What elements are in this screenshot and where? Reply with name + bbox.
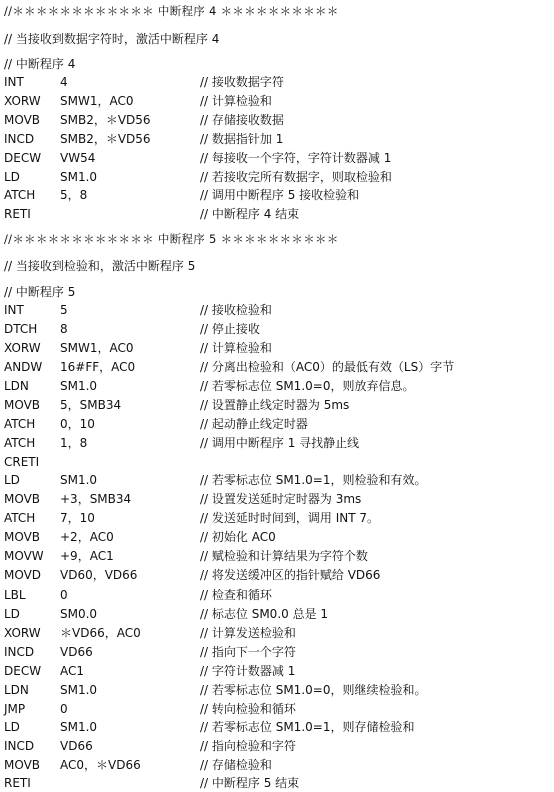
instruction-operand: 0 — [60, 588, 68, 602]
instruction-opcode: DECW — [4, 151, 42, 165]
code-line — [0, 168, 554, 186]
code-line — [0, 566, 554, 584]
section5-banner-text: //＊＊＊＊＊＊＊＊＊＊＊＊ 中断程序 5 ＊＊＊＊＊＊＊＊＊＊ — [4, 232, 339, 246]
code-line — [0, 434, 554, 452]
instruction-opcode: INCD — [4, 132, 35, 146]
instruction-operand: SM1.0 — [60, 720, 98, 734]
instruction-comment: // 转向检验和循环 — [200, 702, 296, 716]
instruction-opcode: JMP — [4, 702, 26, 716]
code-line — [0, 509, 554, 527]
instruction-operand: ＊VD66，AC0 — [60, 626, 141, 640]
instruction-opcode: INT — [4, 303, 24, 317]
instruction-comment: // 赋检验和计算结果为字符个数 — [200, 549, 368, 563]
instruction-opcode: RETI — [4, 776, 31, 790]
instruction-operand: 4 — [60, 75, 68, 89]
instruction-comment: // 若接收完所有数据字，则取检验和 — [200, 170, 392, 184]
code-line — [0, 377, 554, 395]
section5-banner — [0, 230, 554, 248]
instruction-opcode: MOVB — [4, 530, 41, 544]
code-line — [0, 528, 554, 546]
instruction-opcode: ANDW — [4, 360, 43, 374]
code-line — [0, 586, 554, 604]
instruction-comment: // 计算发送检验和 — [200, 626, 296, 640]
instruction-opcode: LD — [4, 720, 20, 734]
instruction-opcode: MOVB — [4, 492, 41, 506]
instruction-comment: // 起动静止线定时器 — [200, 417, 308, 431]
code-line — [0, 471, 554, 489]
instruction-comment: // 分离出检验和（AC0）的最低有效（LS）字节 — [200, 360, 455, 374]
instruction-operand: 16#FF，AC0 — [60, 360, 136, 374]
instruction-operand: VD60，VD66 — [60, 568, 138, 582]
code-line — [0, 756, 554, 774]
instruction-opcode: MOVW — [4, 549, 44, 563]
instruction-operand: +3，SMB34 — [60, 492, 132, 506]
instruction-comment: // 存储接收数据 — [200, 113, 284, 127]
code-line — [0, 186, 554, 204]
instruction-comment: // 中断程序 5 结束 — [200, 776, 300, 790]
instruction-comment: // 设置发送延时定时器为 3ms — [200, 492, 362, 506]
instruction-operand: +2，AC0 — [60, 530, 114, 544]
instruction-comment: // 将发送缓冲区的指针赋给 VD66 — [200, 568, 381, 582]
instruction-comment: // 停止接收 — [200, 322, 260, 336]
code-line — [0, 339, 554, 357]
instruction-comment: // 若零标志位 SM1.0=1，则存储检验和 — [200, 720, 415, 734]
instruction-opcode: XORW — [4, 626, 41, 640]
instruction-comment: // 调用中断程序 1 寻找静止线 — [200, 436, 360, 450]
instruction-opcode: MOVB — [4, 398, 41, 412]
code-line — [0, 320, 554, 338]
instruction-opcode: LDN — [4, 379, 29, 393]
section4-label: // 中断程序 4 — [4, 57, 76, 71]
instruction-opcode: RETI — [4, 207, 31, 221]
instruction-operand: 7，10 — [60, 511, 95, 525]
instruction-comment: // 指向检验和字符 — [200, 739, 296, 753]
instruction-opcode: CRETI — [4, 455, 40, 469]
code-line — [0, 624, 554, 642]
instruction-opcode: LD — [4, 607, 20, 621]
code-line — [0, 605, 554, 623]
instruction-operand: 0 — [60, 702, 68, 716]
instruction-comment: // 计算检验和 — [200, 94, 272, 108]
instruction-comment: // 每接收一个字符，字符计数器减 1 — [200, 151, 392, 165]
instruction-comment: // 计算检验和 — [200, 341, 272, 355]
code-line — [0, 111, 554, 129]
instruction-opcode: ATCH — [4, 511, 36, 525]
instruction-operand: SMW1，AC0 — [60, 94, 134, 108]
instruction-operand: SMB2，＊VD56 — [60, 132, 151, 146]
instruction-opcode: INCD — [4, 739, 35, 753]
instruction-operand: +9，AC1 — [60, 549, 114, 563]
instruction-comment: // 存储检验和 — [200, 758, 272, 772]
instruction-opcode: ATCH — [4, 188, 36, 202]
instruction-operand: SM1.0 — [60, 379, 98, 393]
code-line — [0, 205, 554, 223]
instruction-comment: // 发送延时时间到，调用 INT 7。 — [200, 511, 380, 525]
instruction-opcode: LDN — [4, 683, 29, 697]
code-line — [0, 149, 554, 167]
instruction-operand: SM1.0 — [60, 170, 98, 184]
instruction-opcode: LBL — [4, 588, 26, 602]
instruction-opcode: DECW — [4, 664, 42, 678]
code-line — [0, 718, 554, 736]
instruction-comment: // 若零标志位 SM1.0=0，则继续检验和。 — [200, 683, 427, 697]
section4-intro: // 当接收到数据字符时，激活中断程序 4 — [4, 32, 220, 46]
instruction-operand: SM1.0 — [60, 683, 98, 697]
instruction-comment: // 字符计数器减 1 — [200, 664, 296, 678]
instruction-comment: // 标志位 SM0.0 总是 1 — [200, 607, 329, 621]
code-line — [0, 396, 554, 414]
instruction-comment: // 数据指针加 1 — [200, 132, 284, 146]
instruction-opcode: ATCH — [4, 417, 36, 431]
instruction-operand: SMW1，AC0 — [60, 341, 134, 355]
instruction-operand: 5，8 — [60, 188, 88, 202]
code-line — [0, 73, 554, 91]
instruction-operand: SMB2，＊VD56 — [60, 113, 151, 127]
code-line — [0, 547, 554, 565]
instruction-opcode: ATCH — [4, 436, 36, 450]
code-line — [0, 490, 554, 508]
instruction-opcode: INT — [4, 75, 24, 89]
instruction-comment: // 初始化 AC0 — [200, 530, 276, 544]
instruction-comment: // 若零标志位 SM1.0=0，则放弃信息。 — [200, 379, 415, 393]
instruction-opcode: DTCH — [4, 322, 38, 336]
instruction-comment: // 设置静止线定时器为 5ms — [200, 398, 350, 412]
code-line — [0, 358, 554, 376]
instruction-opcode: MOVB — [4, 758, 41, 772]
instruction-opcode: XORW — [4, 94, 41, 108]
instruction-operand: VD66 — [60, 739, 93, 753]
code-line — [0, 700, 554, 718]
instruction-opcode: LD — [4, 473, 20, 487]
instruction-opcode: LD — [4, 170, 20, 184]
instruction-comment: // 指向下一个字符 — [200, 645, 296, 659]
instruction-operand: AC1 — [60, 664, 85, 678]
instruction-comment: // 接收数据字符 — [200, 75, 284, 89]
instruction-comment: // 检查和循环 — [200, 588, 272, 602]
instruction-opcode: MOVD — [4, 568, 42, 582]
instruction-comment: // 中断程序 4 结束 — [200, 207, 300, 221]
section5-label: // 中断程序 5 — [4, 285, 76, 299]
instruction-comment: // 若零标志位 SM1.0=1，则检验和有效。 — [200, 473, 427, 487]
instruction-operand: AC0，＊VD66 — [60, 758, 141, 772]
instruction-operand: SM1.0 — [60, 473, 98, 487]
instruction-operand: 5，SMB34 — [60, 398, 122, 412]
section4-banner-text: //＊＊＊＊＊＊＊＊＊＊＊＊ 中断程序 4 ＊＊＊＊＊＊＊＊＊＊ — [4, 4, 339, 18]
instruction-opcode: MOVB — [4, 113, 41, 127]
instruction-operand: 1，8 — [60, 436, 88, 450]
instruction-opcode: INCD — [4, 645, 35, 659]
code-line — [0, 681, 554, 699]
instruction-opcode: XORW — [4, 341, 41, 355]
section4-banner — [0, 2, 554, 20]
instruction-operand: 0，10 — [60, 417, 95, 431]
instruction-comment: // 调用中断程序 5 接收检验和 — [200, 188, 360, 202]
code-line — [0, 737, 554, 755]
code-line — [0, 662, 554, 680]
code-line — [0, 301, 554, 319]
instruction-operand: 8 — [60, 322, 68, 336]
section5-intro: // 当接收到检验和，激活中断程序 5 — [4, 259, 196, 273]
instruction-operand: VW54 — [60, 151, 96, 165]
instruction-operand: VD66 — [60, 645, 93, 659]
instruction-comment: // 接收检验和 — [200, 303, 272, 317]
code-line — [0, 643, 554, 661]
code-line — [0, 130, 554, 148]
code-line — [0, 415, 554, 433]
instruction-operand: 5 — [60, 303, 68, 317]
instruction-operand: SM0.0 — [60, 607, 98, 621]
code-line — [0, 92, 554, 110]
code-line — [0, 453, 554, 471]
code-line — [0, 774, 554, 792]
